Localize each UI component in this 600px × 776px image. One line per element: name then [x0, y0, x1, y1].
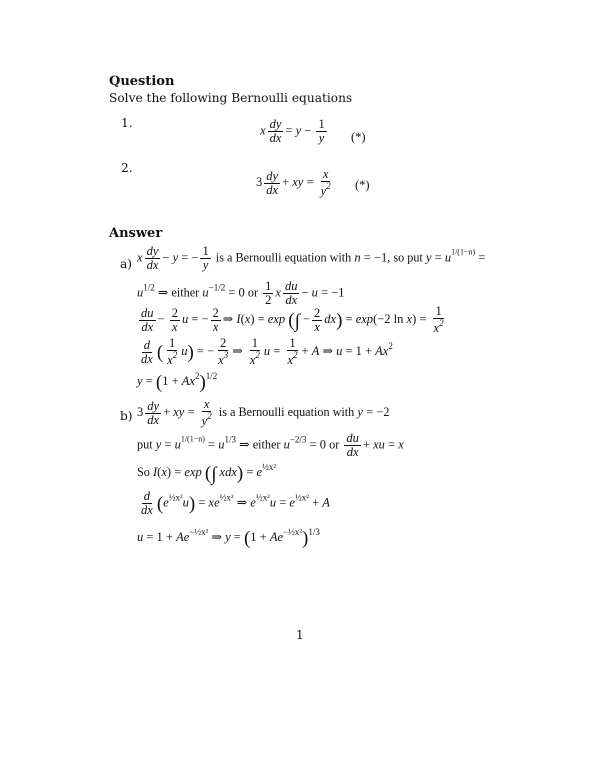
answer-b-line-1: 3 $\frac{dy}{dx}$ + xy = $\frac{x}{y^2}$ is a Bernoulli equation with y = −2 — [137, 397, 390, 429]
answer-b-line-2: put $y = u^{1/(1-n)} = u^{1/3}$ ⇒ either $u^{-2/3} = 0$ or $\frac{du}{dx}$ + xu = x — [137, 431, 404, 460]
question-equation-1-marker: (*) — [351, 130, 366, 144]
answer-a-line-5: $y = (1 + Ax^2)^{1/2}$ — [137, 371, 218, 393]
answer-a-label: a) — [120, 257, 133, 271]
answer-b-label: b) — [120, 409, 133, 423]
answer-a-line-2: $u^{1/2}$ ⇒ either $u^{-1/2} = 0$ or $\frac{1}{2}$ x $\frac{du}{dx}$ − u = −1 — [137, 279, 345, 308]
page-number: 1 — [296, 628, 304, 642]
answer-heading: Answer — [109, 226, 163, 241]
question-equation-1: x $\frac{dy}{dx}$ = y − $\frac{1}{y}$ — [260, 117, 325, 146]
answer-a-line-3: $\frac{du}{dx}$ − $\frac{2}{x}$ u = − $\frac{2}{x}$ ⇒ I(x) = exp (∫ − $\frac{2}{x}$ dx) = exp(−2 ln x) = $\frac{1}{x^2}$ — [141, 304, 444, 336]
answer-a-line-4: $\frac{d}{dx}$ ( $\frac{1}{x^2}$ u) = − $\frac{2}{x^3}$ ⇒ $\frac{1}{x^2}$ u = $\frac{1}{x^2}$ + A ⇒ $u = 1 + Ax^2$ — [141, 336, 393, 368]
question-item-2-label: 2. — [121, 161, 133, 175]
question-equation-2-marker: (*) — [355, 178, 370, 192]
question-equation-2: 3 $\frac{dy}{dx}$ + xy = $\frac{x}{y^2}$ — [256, 167, 331, 199]
question-instruction: Solve the following Bernoulli equations — [109, 91, 353, 105]
answer-a-line-1: x $\frac{dy}{dx}$ − y = − $\frac{1}{y}$ is a Bernoulli equation with n = −1, so put $y = u^{1/(1-n)}$ = — [137, 244, 486, 273]
answer-b-line-3: So I(x) = exp (∫ $xdx) = e^{\frac{1}{2}x^2}$ — [137, 462, 277, 485]
answer-b-line-5: $u = 1 + Ae^{-\frac{1}{2}x^2}$ ⇒ $y = (1 + Ae^{-\frac{1}{2}x^2})^{1/3}$ — [137, 527, 320, 549]
question-item-1-label: 1. — [121, 116, 133, 130]
question-heading: Question — [109, 74, 175, 89]
answer-b-line-4: $\frac{d}{dx}$ $(e^{\frac{1}{2}x^2}u) = xe^{\frac{1}{2}x^2}$ ⇒ $e^{\frac{1}{2}x^2}u = e^{\frac{1}{2}x^2} + A$ — [141, 489, 330, 518]
